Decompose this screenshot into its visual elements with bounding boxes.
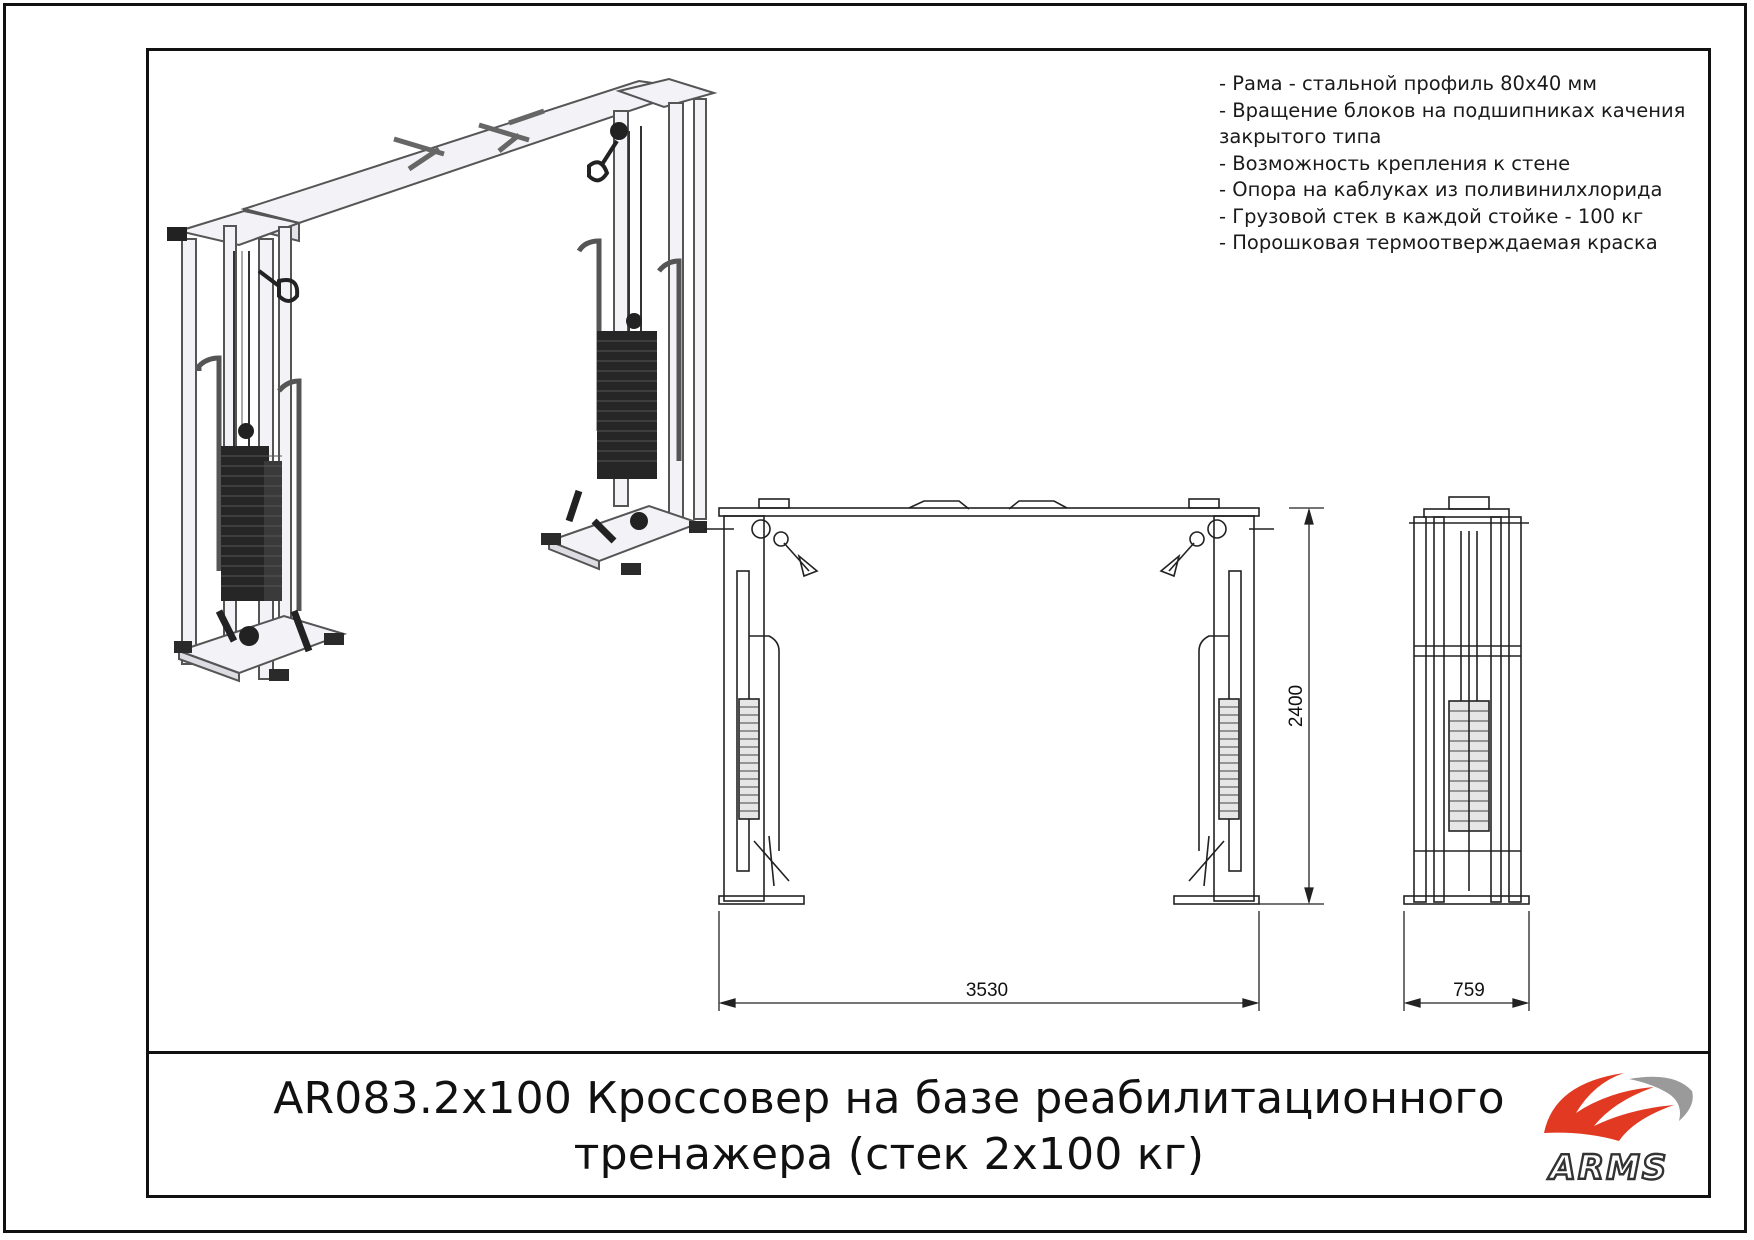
front-view [704, 499, 1274, 904]
side-view [1404, 497, 1529, 904]
logo-text: ARMS [1549, 1148, 1669, 1188]
spec-item: - Грузовой стек в каждой стойке - 100 кг [1219, 204, 1644, 228]
drawing-sheet [3, 3, 1747, 1233]
logo-swoosh-icon [1544, 1073, 1693, 1141]
arms-logo [1514, 1061, 1704, 1191]
spec-item: - Порошковая термоотверждаемая краска [1219, 231, 1658, 254]
dim-depth-label: 759 [1453, 980, 1485, 1001]
spec-list [1219, 71, 1709, 257]
dim-height-label: 2400 [1286, 684, 1307, 728]
title-divider [149, 1051, 1708, 1054]
dimension-lines [719, 508, 1529, 1011]
title-line-2: тренажера (стек 2х100 кг) [573, 1129, 1205, 1180]
dim-width-label: 3530 [965, 980, 1009, 1001]
spec-item: - Возможность крепления к стене [1219, 151, 1571, 175]
title-line-1: AR083.2х100 Кроссовер на базе реабилитационного [273, 1073, 1505, 1124]
drawing-frame [146, 48, 1711, 1198]
spec-item: - Опора на каблуках из поливинилхлорида [1219, 178, 1663, 201]
product-title [179, 1071, 1599, 1183]
spec-item: - Вращение блоков на подшипниках качения закрытого типа [1219, 98, 1686, 148]
spec-item: - Рама - стальной профиль 80х40 мм [1219, 72, 1597, 95]
